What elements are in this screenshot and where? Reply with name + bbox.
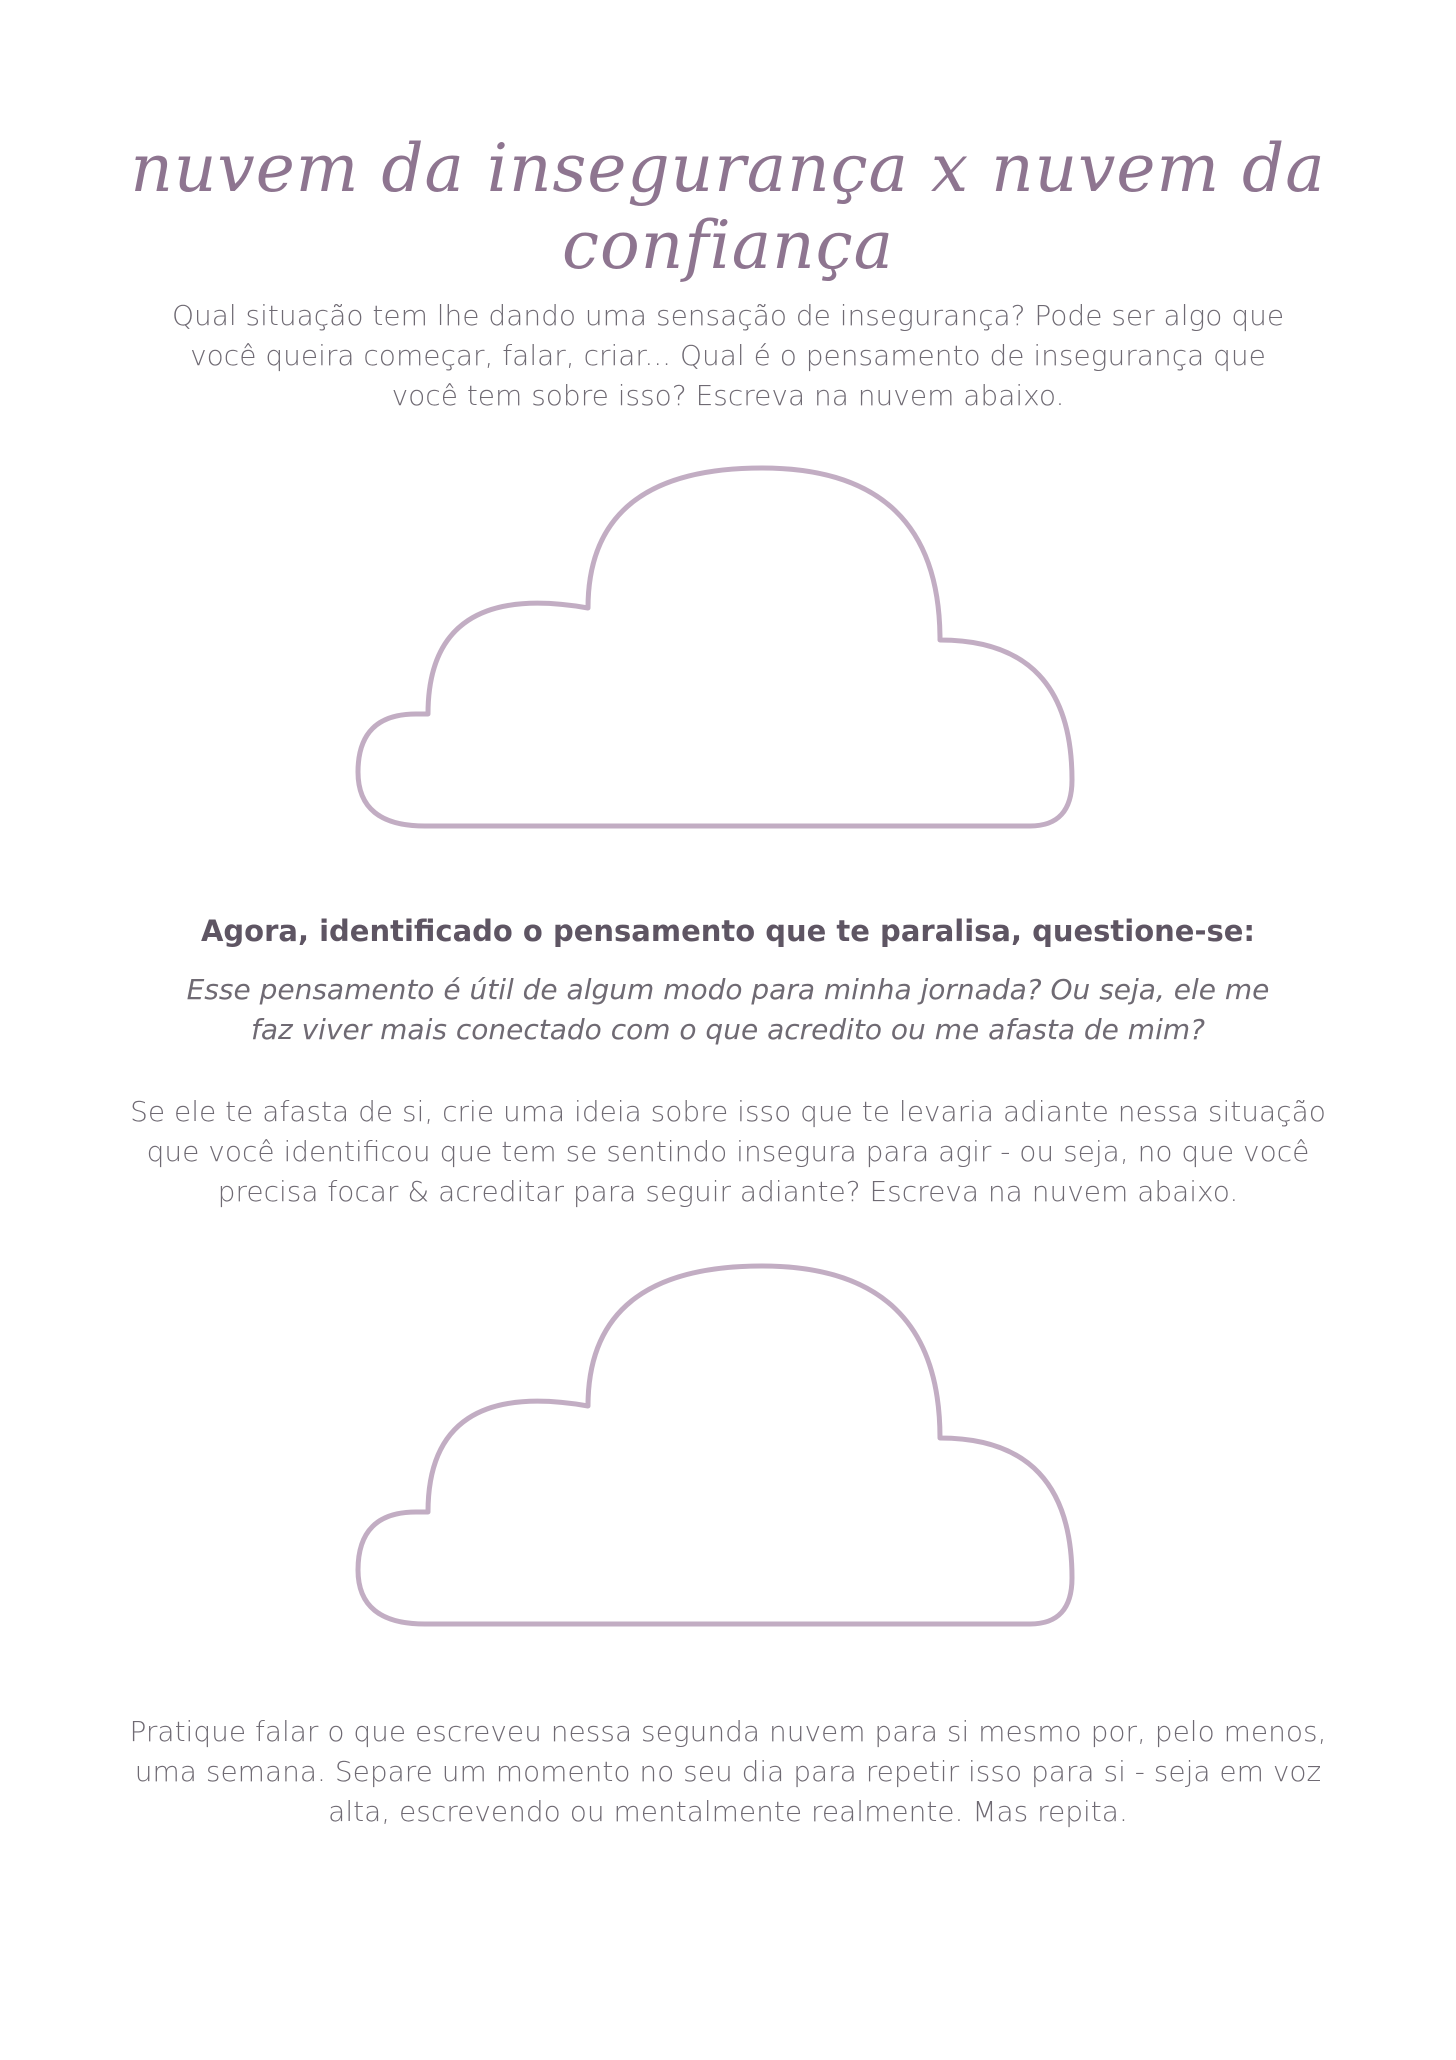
question-heading: Agora, identificado o pensamento que te paralisa, questione-se: (200, 914, 1256, 948)
instruction-line: que você identificou que tem se sentindo insegura para agir - ou seja, no que você (146, 1135, 1310, 1168)
page-title: nuvem da insegurança x nuvem da confiança (130, 130, 1326, 284)
closing-line: alta, escrevendo ou mentalmente realmente. Mas repita. (328, 1795, 1128, 1828)
question-line: Esse pensamento é útil de algum modo para minha jornada? Ou seja, ele me (186, 973, 1270, 1006)
question-line: faz viver mais conectado com o que acredito ou me afasta de mim? (250, 1013, 1205, 1046)
closing-line: uma semana. Separe um momento no seu dia para repetir isso para si - seja em voz (134, 1755, 1322, 1788)
intro-paragraph (0, 296, 1456, 416)
instruction-paragraph (0, 1092, 1456, 1212)
intro-line: você queira começar, falar, criar... Qual é o pensamento de insegurança que (190, 339, 1266, 372)
question-paragraph (0, 970, 1456, 1050)
cloud-outline-icon[interactable] (0, 460, 1456, 850)
instruction-line: precisa focar & acreditar para seguir adiante? Escreva na nuvem abaixo. (217, 1175, 1239, 1208)
cloud-outline-icon[interactable] (0, 1258, 1456, 1648)
intro-line: você tem sobre isso? Escreva na nuvem abaixo. (391, 379, 1065, 412)
instruction-line: Se ele te afasta de si, crie uma ideia sobre isso que te levaria adiante nessa situação (130, 1095, 1326, 1128)
closing-line: Pratique falar o que escreveu nessa segunda nuvem para si mesmo por, pelo menos, (129, 1715, 1327, 1748)
intro-line: Qual situação tem lhe dando uma sensação de insegurança? Pode ser algo que (171, 299, 1285, 332)
closing-paragraph (0, 1712, 1456, 1832)
